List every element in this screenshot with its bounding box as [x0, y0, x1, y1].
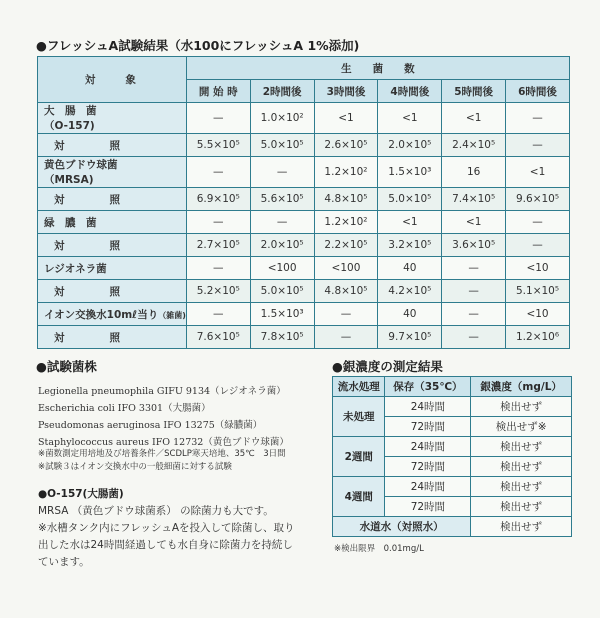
silver-footer-row — [333, 517, 572, 537]
strain-item: Staphylococcus aureus IFO 12732（黄色ブドウ球菌） — [38, 437, 289, 448]
silver-period: 24時間 — [385, 437, 471, 457]
table-row — [38, 234, 570, 257]
strain-item: Escherichia coli IFO 3301（大腸菌） — [38, 403, 211, 414]
table-row — [38, 326, 570, 349]
count-cell: 1.0×10² — [250, 103, 314, 134]
row-label — [38, 134, 187, 157]
detection-limit: ※検出限界 0.01mg/L — [334, 544, 424, 554]
count-cell: 5.0×10⁵ — [250, 280, 314, 303]
time-header: 4時間後 — [378, 80, 442, 103]
row-label-text: 対 照 — [54, 193, 128, 206]
silver-value: 検出せず — [471, 457, 572, 477]
row-label — [38, 157, 187, 188]
row-label-text: 対 照 — [54, 331, 128, 344]
count-cell: — — [186, 257, 250, 280]
silver-value: 検出せず※ — [471, 417, 572, 437]
count-cell: 2.0×10⁵ — [250, 234, 314, 257]
count-cell: <1 — [442, 211, 506, 234]
count-cell: 7.4×10⁵ — [442, 188, 506, 211]
silver-period: 72時間 — [385, 417, 471, 437]
count-cell: — — [186, 103, 250, 134]
silver-period: 24時間 — [385, 477, 471, 497]
count-cell: 1.5×10³ — [378, 157, 442, 188]
count-cell: 2.4×10⁵ — [442, 134, 506, 157]
row-label-text: 対 照 — [54, 239, 128, 252]
results-title: ●フレッシュA試験結果（水100にフレッシュA 1%添加) — [36, 38, 360, 53]
count-cell: 5.6×10⁵ — [250, 188, 314, 211]
row-label — [38, 211, 187, 234]
row-label-text: 対 照 — [54, 139, 128, 152]
silver-group-label: 2週間 — [333, 437, 385, 477]
table-row — [38, 280, 570, 303]
count-cell: — — [506, 103, 570, 134]
o157-line: ●O-157(大腸菌) — [38, 488, 124, 500]
count-cell: <100 — [314, 257, 378, 280]
row-label-text: イオン交換水10mℓ当り — [44, 308, 159, 321]
table-row — [38, 188, 570, 211]
count-cell: 2.2×10⁵ — [314, 234, 378, 257]
silver-row — [333, 477, 572, 497]
count-cell: <1 — [442, 103, 506, 134]
count-cell: — — [442, 326, 506, 349]
count-cell: — — [506, 211, 570, 234]
count-cell: 1.2×10⁶ — [506, 326, 570, 349]
silver-header: 流水処理 — [333, 377, 385, 397]
strain-item: Legionella pneumophila GIFU 9134（レジオネラ菌） — [38, 386, 286, 397]
strain-note: ※菌数測定用培地及び培養条件／SCDLP寒天培地、35℃ 3日間 — [38, 449, 286, 459]
row-label-sub: （O-157) — [44, 120, 95, 132]
row-label-sub: （雑菌) — [158, 310, 186, 320]
silver-group-label: 4週間 — [333, 477, 385, 517]
table-row — [38, 211, 570, 234]
target-header: 対 象 — [38, 57, 187, 103]
time-header: 3時間後 — [314, 80, 378, 103]
row-label-text: 緑 膿 菌 — [44, 216, 97, 229]
count-cell: 16 — [442, 157, 506, 188]
silver-header: 保存（35℃） — [385, 377, 471, 397]
count-cell: 2.6×10⁵ — [314, 134, 378, 157]
count-cell: — — [186, 157, 250, 188]
count-cell: 7.8×10⁵ — [250, 326, 314, 349]
count-cell: 4.8×10⁵ — [314, 280, 378, 303]
row-label — [38, 234, 187, 257]
count-cell: <1 — [378, 211, 442, 234]
silver-row — [333, 437, 572, 457]
row-label-sub: （MRSA) — [44, 174, 94, 186]
row-label-text: レジオネラ菌 — [44, 262, 107, 275]
count-cell: 1.2×10² — [314, 157, 378, 188]
table-row — [38, 103, 570, 134]
silver-header-row — [333, 377, 572, 397]
count-cell: 2.0×10⁵ — [378, 134, 442, 157]
silver-period: 24時間 — [385, 397, 471, 417]
row-label — [38, 280, 187, 303]
table-row — [38, 303, 570, 326]
count-cell: <1 — [378, 103, 442, 134]
count-cell: — — [506, 234, 570, 257]
count-cell: 1.2×10² — [314, 211, 378, 234]
results-table — [37, 56, 570, 349]
row-label — [38, 303, 187, 326]
silver-title: ●銀濃度の測定結果 — [332, 359, 443, 374]
count-cell: 6.9×10⁵ — [186, 188, 250, 211]
count-cell: 5.2×10⁵ — [186, 280, 250, 303]
count-cell: 9.7×10⁵ — [378, 326, 442, 349]
silver-value: 検出せず — [471, 397, 572, 417]
count-cell: — — [442, 257, 506, 280]
count-cell: 40 — [378, 303, 442, 326]
table-row — [38, 134, 570, 157]
count-cell: 7.6×10⁵ — [186, 326, 250, 349]
count-cell: 5.0×10⁵ — [250, 134, 314, 157]
count-cell: 5.5×10⁵ — [186, 134, 250, 157]
row-label-text: 大 腸 菌 — [44, 105, 97, 117]
o157-paragraph — [38, 486, 295, 571]
row-label-text: 黄色ブドウ球菌 — [44, 159, 118, 171]
count-cell: — — [250, 211, 314, 234]
count-cell: 3.2×10⁵ — [378, 234, 442, 257]
count-cell: 2.7×10⁵ — [186, 234, 250, 257]
count-cell: — — [442, 280, 506, 303]
strains-title: ●試験菌株 — [36, 359, 97, 374]
time-header: 開 始 時 — [186, 80, 250, 103]
strains-notes — [38, 448, 286, 474]
silver-value: 検出せず — [471, 437, 572, 457]
count-cell: — — [442, 303, 506, 326]
time-header: 2時間後 — [250, 80, 314, 103]
strain-note: ※試験３はイオン交換水中の一般細菌に対する試験 — [38, 462, 232, 472]
count-cell: — — [314, 326, 378, 349]
row-label-text: 対 照 — [54, 285, 128, 298]
o157-line: ています。 — [38, 556, 90, 568]
count-cell: — — [314, 303, 378, 326]
count-cell: 4.8×10⁵ — [314, 188, 378, 211]
count-cell: 5.0×10⁵ — [378, 188, 442, 211]
count-cell: 5.1×10⁵ — [506, 280, 570, 303]
silver-footer-label: 水道水（対照水） — [333, 517, 471, 537]
count-cell: <1 — [506, 157, 570, 188]
o157-line: MRSA （黄色ブドウ球菌系） の除菌力も大です。 — [38, 505, 274, 517]
row-label — [38, 326, 187, 349]
table-row — [38, 157, 570, 188]
count-cell: — — [506, 134, 570, 157]
count-cell: <1 — [314, 103, 378, 134]
count-header: 生 菌 数 — [186, 57, 569, 80]
silver-period: 72時間 — [385, 497, 471, 517]
silver-table — [332, 376, 572, 537]
count-cell: <100 — [250, 257, 314, 280]
silver-value: 検出せず — [471, 497, 572, 517]
table-row — [38, 257, 570, 280]
o157-line: 出した水は24時間経過しても水自身に除菌力を持続し — [38, 539, 293, 551]
count-cell: <10 — [506, 303, 570, 326]
silver-group-label: 未処理 — [333, 397, 385, 437]
count-cell: <10 — [506, 257, 570, 280]
time-header: 6時間後 — [506, 80, 570, 103]
count-cell: 1.5×10³ — [250, 303, 314, 326]
strain-item: Pseudomonas aeruginosa IFO 13275（緑膿菌） — [38, 420, 263, 431]
count-cell: 9.6×10⁵ — [506, 188, 570, 211]
count-cell: 4.2×10⁵ — [378, 280, 442, 303]
count-cell: — — [186, 303, 250, 326]
count-cell: — — [250, 157, 314, 188]
time-header: 5時間後 — [442, 80, 506, 103]
count-cell: 40 — [378, 257, 442, 280]
silver-row — [333, 397, 572, 417]
o157-line: ※水槽タンク内にフレッシュAを投入して除菌し、取り — [38, 522, 295, 534]
silver-footer-value: 検出せず — [471, 517, 572, 537]
silver-period: 72時間 — [385, 457, 471, 477]
silver-header: 銀濃度（mg/L） — [471, 377, 572, 397]
count-cell: — — [186, 211, 250, 234]
silver-value: 検出せず — [471, 477, 572, 497]
row-label — [38, 103, 187, 134]
row-label — [38, 188, 187, 211]
row-label — [38, 257, 187, 280]
count-cell: 3.6×10⁵ — [442, 234, 506, 257]
strains-list — [38, 383, 289, 451]
